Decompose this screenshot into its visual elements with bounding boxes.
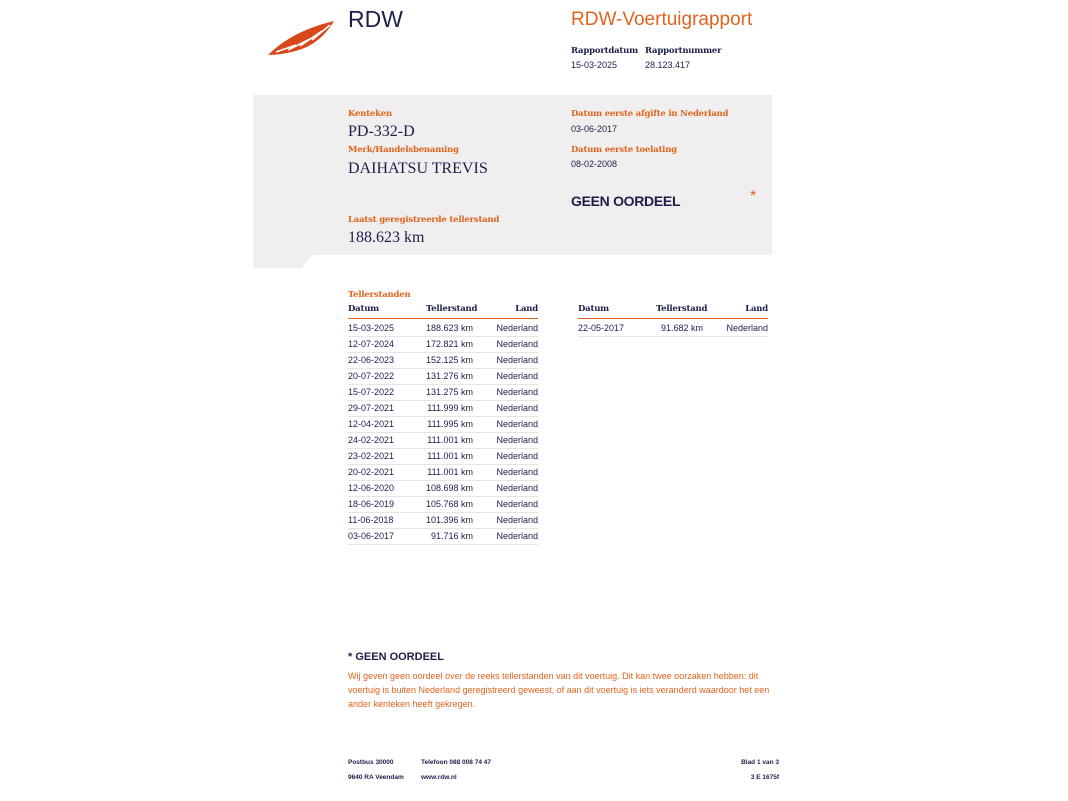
- row-country: Nederland: [496, 483, 538, 493]
- col-date-header: Datum: [348, 304, 379, 314]
- col-date-header: Datum: [578, 304, 609, 314]
- row-date: 24-02-2021: [348, 435, 395, 445]
- row-reading: 91.682 km: [660, 323, 703, 333]
- last-reading-value: 188.623 km: [348, 229, 425, 246]
- table-row: [348, 400, 538, 417]
- odometer-section-title: Tellerstanden: [348, 290, 411, 300]
- row-date: 23-02-2021: [348, 451, 395, 461]
- table-row: [348, 384, 538, 401]
- row-country: Nederland: [496, 403, 538, 413]
- rdw-feather-logo-icon: [266, 19, 336, 57]
- table-row: [348, 368, 538, 385]
- row-country: Nederland: [496, 531, 538, 541]
- table-row: [348, 448, 538, 465]
- table-row: [348, 480, 538, 497]
- table-row: [348, 464, 538, 481]
- note-line: ander kenteken heeft gekregen.: [348, 699, 476, 709]
- row-date: 12-06-2020: [348, 483, 395, 493]
- row-date: 20-07-2022: [348, 371, 395, 381]
- row-country: Nederland: [496, 499, 538, 509]
- row-reading: 172.821 km: [425, 339, 473, 349]
- note-title-line: [348, 651, 444, 663]
- header-rule: [578, 318, 768, 319]
- row-date: 15-03-2025: [348, 323, 395, 333]
- row-reading: 131.276 km: [425, 371, 473, 381]
- make-label: Merk/Handelsbenaming: [348, 145, 459, 155]
- row-country: Nederland: [496, 419, 538, 429]
- make-value: DAIHATSU TREVIS: [348, 160, 488, 177]
- row-country: Nederland: [496, 339, 538, 349]
- table-row: [348, 416, 538, 433]
- row-country: Nederland: [496, 451, 538, 461]
- note-asterisk: *: [348, 651, 353, 663]
- row-country: Nederland: [496, 323, 538, 333]
- footer-page: Blad 1 van 3: [741, 759, 779, 766]
- row-reading: 111.001 km: [427, 435, 473, 445]
- row-reading: 131.275 km: [425, 387, 473, 397]
- plate-value: PD-332-D: [348, 123, 415, 140]
- row-country: Nederland: [496, 467, 538, 477]
- verdict: GEEN OORDEEL: [571, 193, 681, 209]
- row-country: Nederland: [496, 371, 538, 381]
- row-date: 11-06-2018: [348, 515, 394, 525]
- table-row: [348, 512, 538, 529]
- table-row: [348, 336, 538, 353]
- table-row: [348, 528, 538, 545]
- row-date: 22-05-2017: [578, 323, 625, 333]
- col-reading-header: Tellerstand: [426, 304, 478, 314]
- table-row: [348, 352, 538, 369]
- vehicle-summary-panel: [253, 95, 772, 268]
- first-admission-label: Datum eerste toelating: [571, 145, 677, 155]
- report-date-label: Rapportdatum: [571, 46, 638, 56]
- header-rule: [348, 318, 538, 319]
- row-reading: 101.396 km: [425, 515, 473, 525]
- plate-label: Kenteken: [348, 109, 393, 119]
- footer-code: 3 E 1675f: [750, 774, 779, 781]
- row-date: 15-07-2022: [348, 387, 395, 397]
- row-date: 22-06-2023: [348, 355, 395, 365]
- table-row: [578, 320, 768, 337]
- row-date: 20-02-2021: [348, 467, 395, 477]
- report-title: RDW-Voertuigrapport: [571, 9, 753, 30]
- note-line: Wij geven geen oordeel over de reeks tellerstanden van dit voertuig. Dit kan twee oorzaken hebben: dit: [348, 671, 759, 681]
- row-reading: 108.698 km: [425, 483, 473, 493]
- row-reading: 105.768 km: [425, 499, 473, 509]
- footer-web-link[interactable]: www.rdw.nl: [421, 774, 457, 781]
- first-nl-label: Datum eerste afgifte in Nederland: [571, 109, 729, 119]
- row-date: 03-06-2017: [348, 531, 395, 541]
- footer-postbus: Postbus 30000: [348, 759, 394, 766]
- row-country: Nederland: [496, 435, 538, 445]
- report-date: 15-03-2025: [571, 60, 618, 70]
- col-reading-header: Tellerstand: [656, 304, 708, 314]
- note-title: GEEN OORDEEL: [355, 651, 444, 663]
- row-reading: 111.001 km: [427, 451, 473, 461]
- col-country-header: Land: [515, 304, 538, 314]
- row-country: Nederland: [496, 515, 538, 525]
- brand-name: RDW: [348, 6, 403, 32]
- row-country: Nederland: [726, 323, 768, 333]
- report-number-label: Rapportnummer: [645, 46, 722, 56]
- report-number: 28.123.417: [645, 60, 691, 70]
- row-date: 12-07-2024: [348, 339, 395, 349]
- row-reading: 111.001 km: [427, 467, 473, 477]
- note-line: voertuig is buiten Nederland geregistreerd geweest, of aan dit voertuig is iets veranderd waardoor het een: [348, 685, 770, 695]
- row-reading: 111.999 km: [427, 403, 473, 413]
- row-country: Nederland: [496, 387, 538, 397]
- col-country-header: Land: [745, 304, 768, 314]
- row-date: 12-04-2021: [348, 419, 395, 429]
- row-country: Nederland: [496, 355, 538, 365]
- row-reading: 91.716 km: [430, 531, 473, 541]
- footer-phone: Telefoon 088 008 74 47: [421, 759, 491, 766]
- first-admission-value: 08-02-2008: [571, 159, 618, 169]
- row-reading: 188.623 km: [425, 323, 473, 333]
- first-nl-value: 03-06-2017: [571, 124, 618, 134]
- row-reading: 152.125 km: [425, 355, 473, 365]
- table-row: [348, 320, 538, 337]
- row-reading: 111.995 km: [427, 419, 473, 429]
- table-row: [348, 432, 538, 449]
- row-date: 29-07-2021: [348, 403, 395, 413]
- note-body: [348, 669, 769, 711]
- footer-city: 9640 RA Veendam: [348, 774, 404, 781]
- row-date: 18-06-2019: [348, 499, 395, 509]
- table-row: [348, 496, 538, 513]
- verdict-asterisk: *: [750, 188, 757, 205]
- last-reading-label: Laatst geregistreerde tellerstand: [348, 215, 500, 225]
